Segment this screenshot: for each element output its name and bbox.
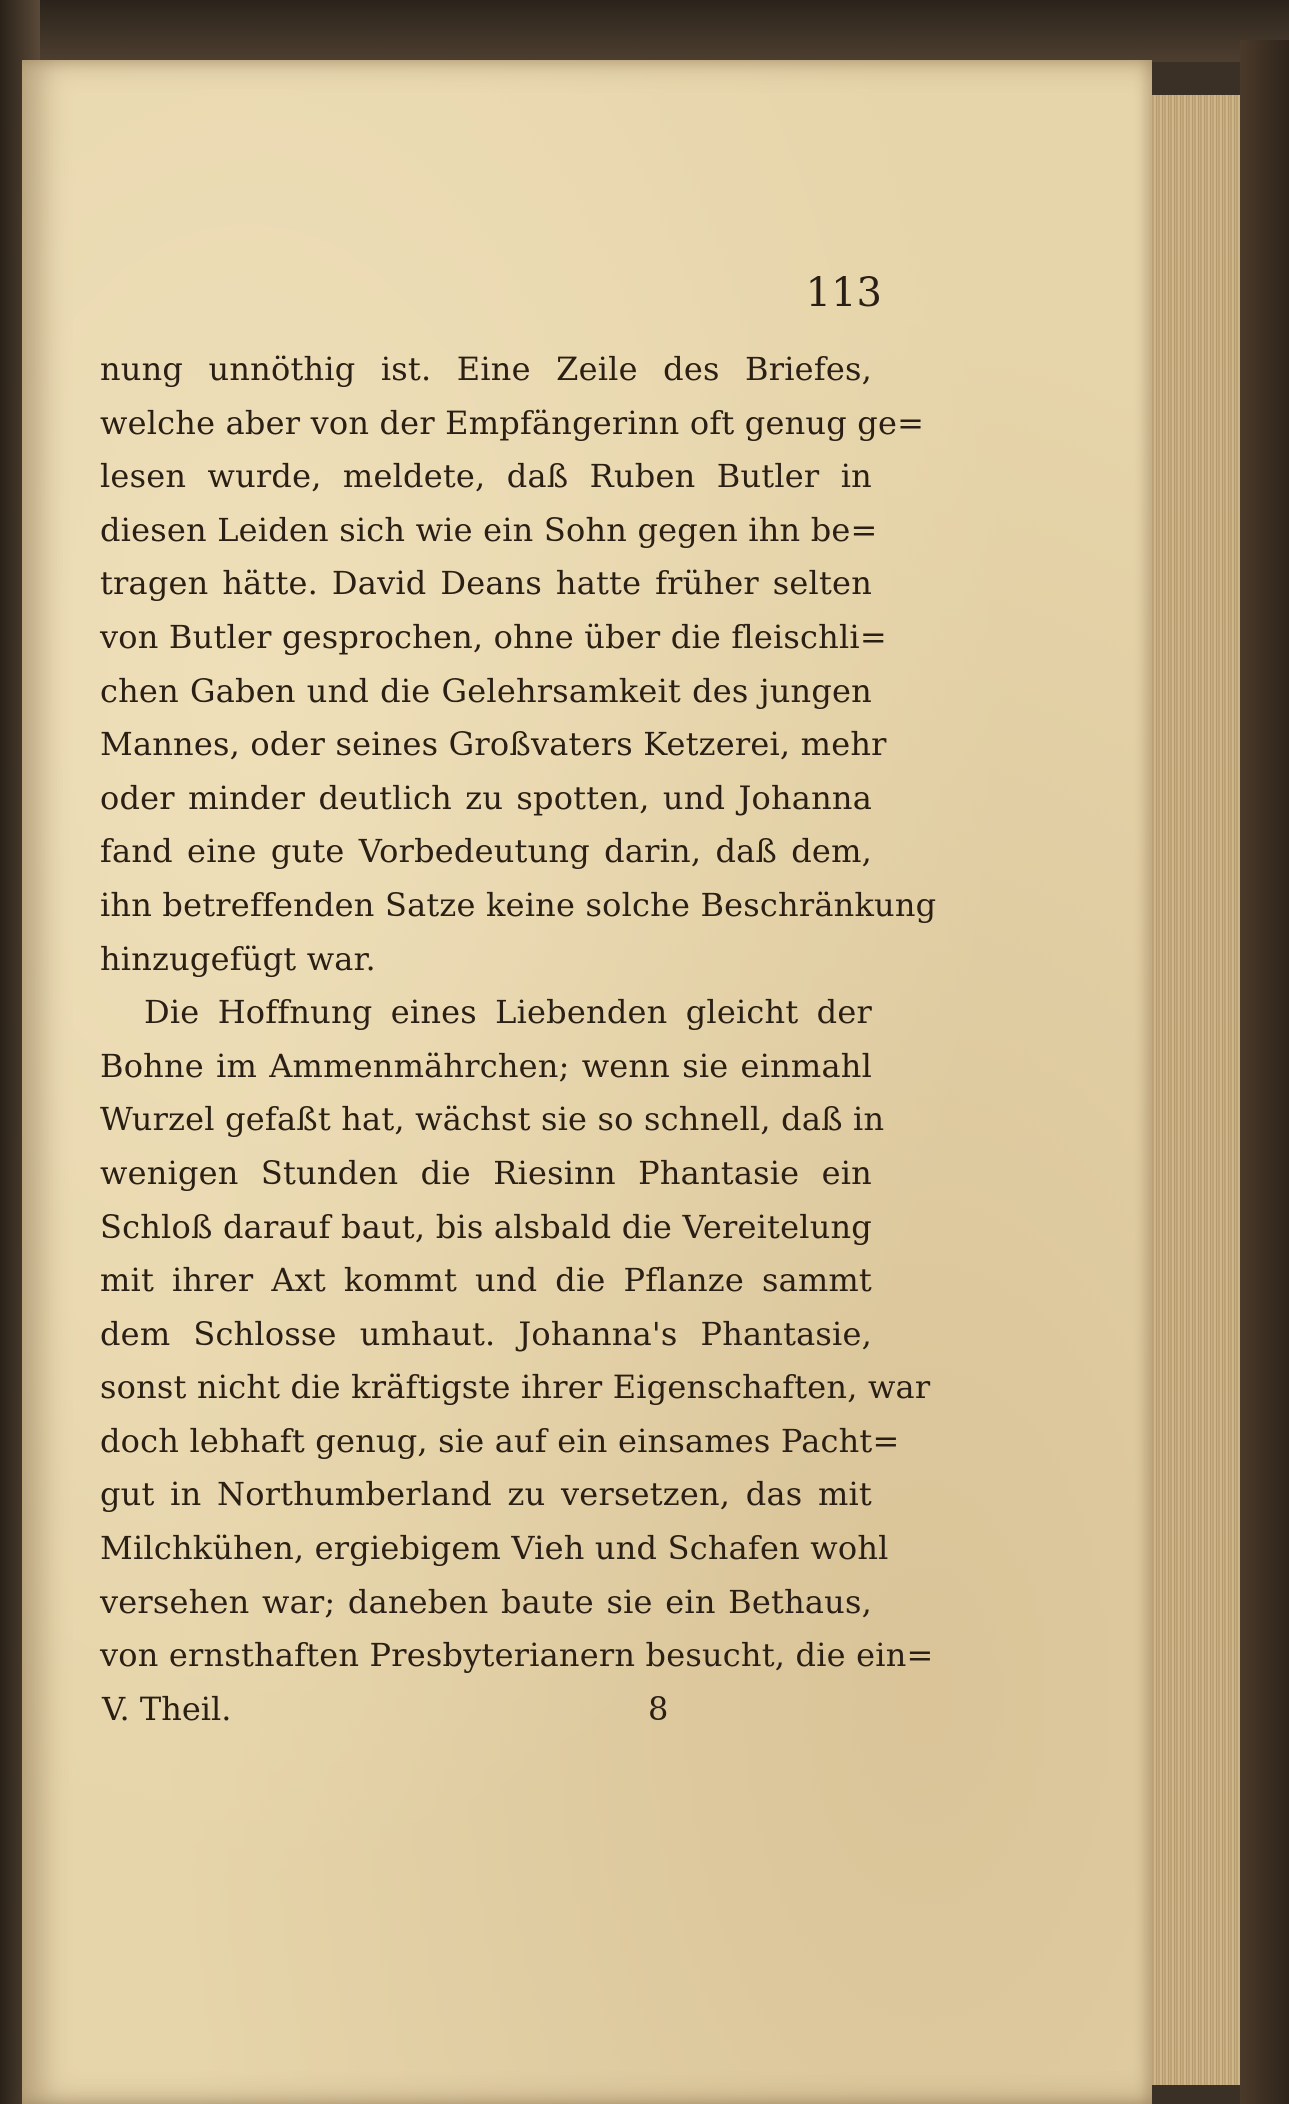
text-line: tragen hätte. David Deans hatte früher selten [100, 564, 872, 603]
text-line: sonst nicht die kräftigste ihrer Eigenschaften, war [100, 1368, 931, 1407]
text-line: lesen wurde, meldete, daß Ruben Butler in [100, 457, 872, 496]
text-line: oder minder deutlich zu spotten, und Johanna [100, 778, 872, 817]
text-line: Milchkühen, ergiebigem Vieh und Schafen wohl [100, 1529, 889, 1568]
text-line: chen Gaben und die Gelehrsamkeit des jungen [100, 671, 872, 710]
signature-mark: 8 [648, 1690, 669, 1728]
text-line: welche aber von der Empfängerinn oft genug ge= [100, 403, 925, 442]
book-cover-top [0, 0, 1289, 62]
text-line: Wurzel gefaßt hat, wächst sie so schnell, daß in [100, 1100, 885, 1139]
text-line: wenigen Stunden die Riesinn Phantasie ein [100, 1153, 872, 1192]
text-line: von Butler gesprochen, ohne über die fleischli= [100, 617, 887, 656]
text-line: diesen Leiden sich wie ein Sohn gegen ihn be= [100, 510, 878, 549]
text-line: Die Hoffnung eines Liebenden gleicht der [144, 993, 872, 1032]
paragraph-2 [100, 986, 934, 1683]
paragraph-1 [100, 343, 937, 986]
page-footer [100, 1690, 872, 1740]
text-line: Bohne im Ammenmährchen; wenn sie einmahl [100, 1046, 872, 1085]
text-line: nung unnöthig ist. Eine Zeile des Briefes, [100, 350, 872, 388]
text-line: hinzugefügt war. [100, 939, 376, 978]
text-line: dem Schlosse umhaut. Johanna's Phantasie, [100, 1314, 872, 1353]
text-line: gut in Northumberland zu versetzen, das mit [100, 1475, 872, 1514]
text-line: von ernsthaften Presbyterianern besucht, die ein= [100, 1636, 934, 1675]
text-line: mit ihrer Axt kommt und die Pflanze sammt [100, 1261, 872, 1300]
page-number: 113 [805, 270, 882, 316]
text-line: ihn betreffenden Satze keine solche Beschränkung [100, 885, 937, 924]
text-line: fand eine gute Vorbedeutung darin, daß dem, [100, 832, 872, 871]
book-cover-right [1240, 40, 1289, 2104]
text-line: doch lebhaft genug, sie auf ein einsames Pacht= [100, 1421, 900, 1460]
page-edges [1145, 95, 1240, 2085]
text-line: Mannes, oder seines Großvaters Ketzerei, mehr [100, 725, 887, 764]
volume-label: V. Theil. [102, 1690, 232, 1728]
text-line: versehen war; daneben baute sie ein Bethaus, [100, 1582, 872, 1621]
body-text [100, 343, 937, 1683]
text-line: Schloß darauf baut, bis alsbald die Vereitelung [100, 1207, 872, 1246]
